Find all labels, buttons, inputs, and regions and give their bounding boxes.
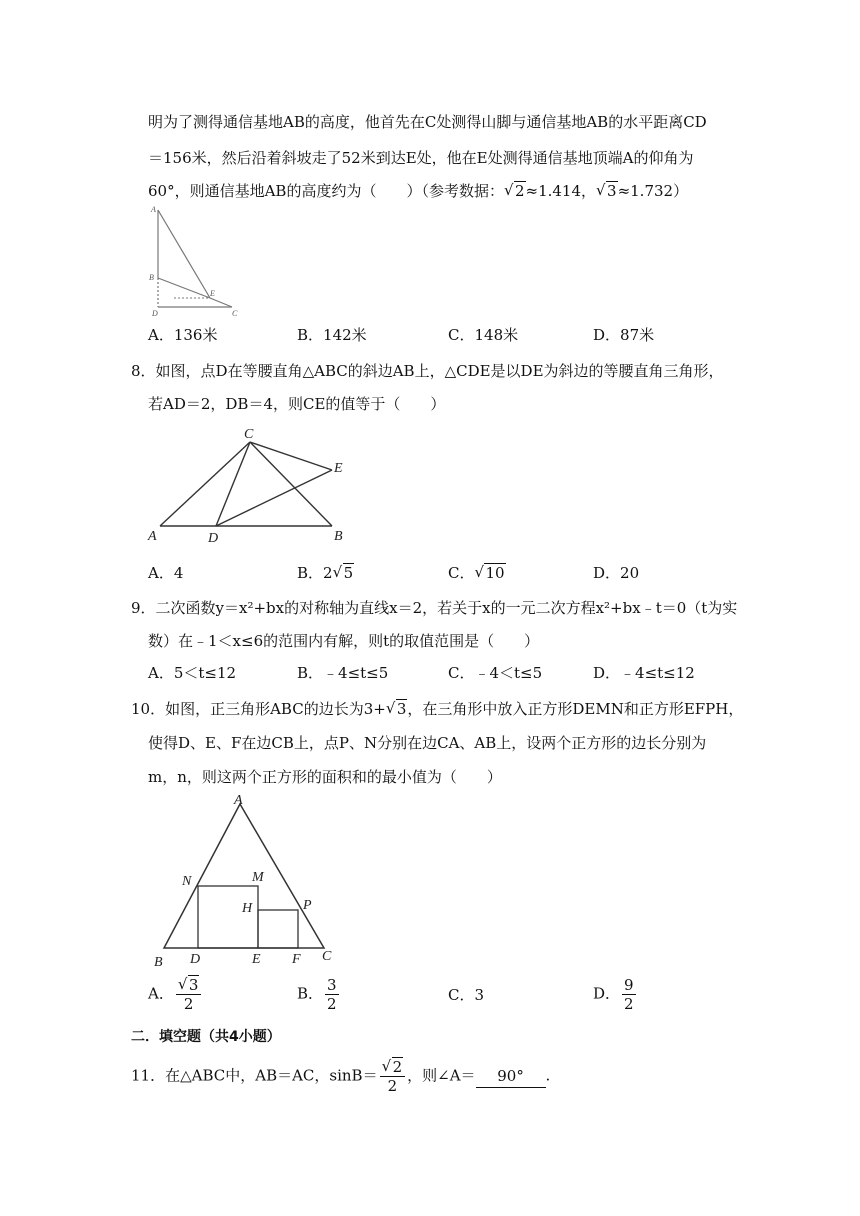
q9-option-d[interactable]: D．﹣4≤t≤12 — [593, 664, 695, 682]
q8-line-2: 若AD＝2，DB＝4，则CE的值等于（ ） — [148, 395, 446, 413]
q10-option-d[interactable]: D． $\frac{9}{2}$ — [593, 976, 634, 1013]
q7-option-a[interactable]: A．136米 — [148, 326, 218, 344]
q7-option-d[interactable]: D．87米 — [593, 326, 655, 344]
q10-label-c: C — [322, 949, 332, 964]
q8-option-b[interactable]: B．2√ 5 — [297, 562, 354, 584]
q7-figure — [140, 202, 250, 320]
q9-line-2: 数）在﹣1＜x≤6的范围内有解，则t的取值范围是（ ） — [148, 632, 540, 650]
q7-label-d: D — [152, 309, 158, 318]
q7-line-3: 60°，则通信基地AB的高度约为（ ）（参考数据：√ 2≈1.414，√ 3≈1.732） — [148, 180, 688, 202]
q11-line: 11．在△ABC中，AB＝AC，sinB＝ √ $\frac{2}{2}$ ，则∠A＝ 90° . — [131, 1058, 550, 1095]
q9-option-c[interactable]: C．﹣4＜t≤5 — [448, 664, 543, 682]
q8-label-a: A — [148, 529, 157, 544]
section-heading-fill-blank: 二．填空题（共4小题） — [131, 1029, 281, 1045]
q10-label-f: F — [292, 952, 301, 967]
q9-line-1: 9．二次函数y＝x²+bx的对称轴为直线x＝2，若关于x的一元二次方程x²+bx﹣t＝0（t为实 — [131, 599, 738, 617]
q10-line-2: 使得D、E、F在边CB上，点P、N分别在边CA、AB上，设两个正方形的边长分别为 — [148, 734, 707, 752]
q8-label-e: E — [334, 461, 343, 476]
q10-option-a[interactable]: A． √ $\frac{3}{2}$ — [148, 976, 203, 1013]
q7-label-a: A — [151, 205, 156, 214]
q8-figure — [140, 420, 360, 550]
q8-option-d[interactable]: D．20 — [593, 564, 640, 582]
q10-line-3: m，n，则这两个正方形的面积和的最小值为（ ） — [148, 768, 502, 786]
sqrt-3: 3 — [607, 182, 617, 200]
q7-label-c: C — [232, 309, 238, 318]
q7-label-e: E — [210, 289, 215, 298]
q8-label-b: B — [334, 529, 343, 544]
sqrt-2: 2 — [514, 182, 525, 200]
q10-option-c[interactable]: C．3 — [448, 986, 485, 1004]
q10-label-p: P — [303, 898, 312, 913]
q10-label-a: A — [234, 793, 243, 808]
q10-option-b[interactable]: B． $\frac{3}{2}$ — [297, 976, 337, 1013]
q8-option-c[interactable]: C．√ 10 — [448, 562, 506, 584]
q10-line-1: 10．如图，正三角形ABC的边长为3+√ 3，在三角形中放入正方形DEMN和正方形EFPH， — [131, 698, 743, 720]
q8-option-a[interactable]: A．4 — [148, 564, 184, 582]
q10-label-e: E — [252, 952, 261, 967]
q10-figure — [140, 790, 350, 970]
q10-label-m: M — [252, 870, 264, 885]
q7-option-c[interactable]: C．148米 — [448, 326, 519, 344]
q10-label-n: N — [182, 874, 192, 889]
q10-label-d: D — [190, 952, 201, 967]
q9-option-b[interactable]: B．﹣4≤t≤5 — [297, 664, 389, 682]
q8-line-1: 8．如图，点D在等腰直角△ABC的斜边AB上，△CDE是以DE为斜边的等腰直角三角形， — [131, 362, 724, 380]
q8-label-d: D — [208, 531, 219, 546]
q10-label-h: H — [242, 901, 253, 916]
q9-option-a[interactable]: A．5＜t≤12 — [148, 664, 237, 682]
q11-answer-blank[interactable]: 90° — [476, 1065, 546, 1088]
q7-option-b[interactable]: B．142米 — [297, 326, 367, 344]
q10-label-b: B — [154, 955, 163, 970]
q7-line-2: ＝156米，然后沿着斜坡走了52米到达E处，他在E处测得通信基地顶端A的仰角为 — [148, 149, 694, 167]
q8-label-c: C — [244, 427, 254, 442]
q7-label-b: B — [149, 273, 154, 282]
q7-line-1: 明为了测得通信基地AB的高度，他首先在C处测得山脚与通信基地AB的水平距离CD — [148, 113, 707, 131]
